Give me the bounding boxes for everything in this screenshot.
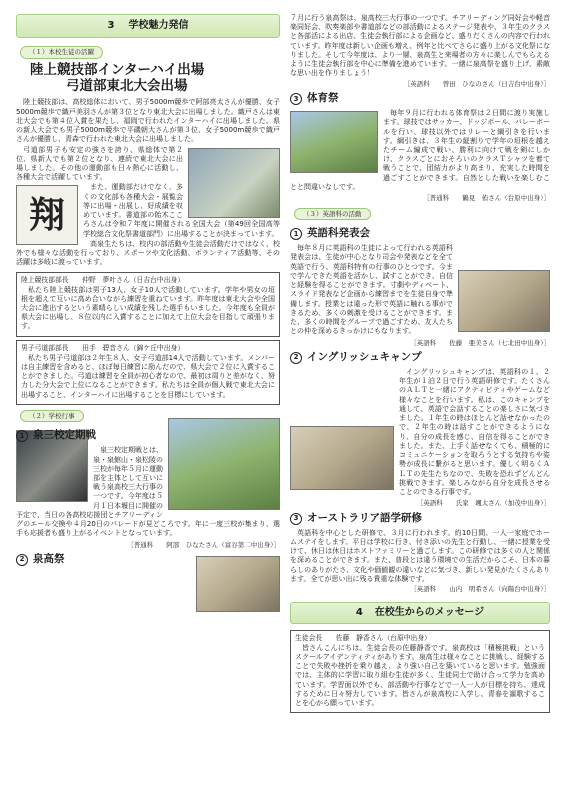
number-2-icon: 2 — [290, 352, 302, 364]
event-1-body: 泉三校定期戦とは、泉・泉館山・泉松陵の三校が毎年５月に運動部を主体として互いに戦う泉高校三大行事の一つです。今年度は５月１日本堰目に開催の予定で、当日の各高校応援団とチアリーディングのエール交換や４月20日のパレードが見どころです。年に一度三校が集まり、選手も応援者も盛り上がるイベントとなっています。 — [16, 446, 280, 538]
english-1-body: 毎年８月に英語科の生徒によって行われる英語科発表会は、生徒が中心となり司会や発表などを全て英語で行う、英語科特有の行事のひとつです。今まで学んできた英語を活かし、試すことができ、自信と経験を得ることができます。寸劇やディベート、スライド発表など企画から練習までを生徒自身で準備します。授業とは違った形で英語に触れる事ができるため、多くの刺激を受けることができます。また、多くの時間をグループで過ごすため、友人たちとの仲を深めるきっかけにもなります。 — [290, 244, 453, 336]
president-message-head: 生徒会長 佐藤 静香さん（台原中出身） — [295, 633, 431, 642]
english-2-body: イングリッシュキャンプは、英語科の１、２年生が１泊２日で行う英語研修です。たくさんのＡＬＴと一緒にアクティビティやゲームなど様々なことを行います。私は、このキャンプを通して、英語で会話することの楽しさに気づきました。１年生の時はほとんど話せなかったので、２年生の時は話すことができるようになり、自分の成長を感じ、自信を得ることができました。また、上手く話せなくても、積極的にコミュニケーションを取ろうとする気持ちや姿勢が成長に繋がると思います。優しく明るくＡＬＴの先生たちなので、失敗を恐れずどんどん挑戦できます。楽しみながら自分を成長させることのできる行事です。 — [399, 367, 550, 497]
english-1-title — [290, 227, 550, 241]
number-1-icon: 1 — [16, 430, 28, 442]
section-title: 学校魅力発信 — [128, 20, 189, 32]
english-3-title-text: オーストラリア語学研修 — [307, 511, 422, 524]
section-number: 3 — [107, 20, 115, 32]
number-3-icon: 3 — [290, 93, 302, 105]
number-1-icon: 1 — [290, 228, 302, 240]
english-2-byline: ［英語科 氏家 颯太さん（加茂中出身）］ — [416, 499, 550, 508]
event-1-byline: ［普通科 阿部 ひなたさん（富谷第二中出身）］ — [127, 540, 280, 549]
event-3-body: 毎年９月に行われる体育祭は２日間に渡り実施します。球技ではサッカー、ドッジボール、バレーボールを行い、球技以外ではリレーと綱引きを行います。綱引きは、３年生の縦割りで学年の垣根を越えたチーム編成で戦い、勝利に向けて戦を剣にしかけ、クラスごとにおそろいのクラスＴシャツを着て戦うことで、団結力がより高まり、充実した時間を過ごすことができます。自然とした戦いを楽しむことと問違いなしです。 — [290, 109, 550, 191]
event-3-title-text: 体育祭 — [307, 92, 339, 105]
english-3-title — [290, 512, 550, 526]
right-column — [290, 14, 550, 716]
track-club-comment-body: 私たち陸上競技部は男子13人、女子10人で活動しています。学年や男女の垣根を超えて互いに高め合いながら練習を重ねています。昨年度は東北大会や全国大会に進出するという素晴らしい成績を残した選手もいました。今年度も全員が県大会に出場し、８位以内に入賞することに加えて上位大会を目指して頑張ります。 — [21, 285, 275, 331]
event-3-byline: ［普通科 鶴見 侑さん（台原中出身）］ — [423, 194, 550, 203]
event-3-title — [290, 92, 550, 106]
calligraphy-image — [16, 185, 78, 245]
archery-club-comment-body: 私たち男子弓道部は２年生８人、女子弓道部14人で活動しています。メンバーは自主練習を含めると、ほぼ毎日練習に励んだので、県大会で２位に入賞することができました。弓道は練習を全員が初心者なので、最初は周りと差がなく、努力した分大会で上位になることができます。私たちは全員が個人戦で東北大会に出場すること、インターハイに出場することを目標にしています。 — [21, 353, 275, 399]
archery-club-comment-head: 男子弓道部部長 田手 碧音さん（錦ケ丘中出身） — [21, 343, 185, 352]
left-column — [16, 14, 280, 614]
festival-photo — [196, 556, 280, 612]
club-headline — [16, 62, 280, 96]
club-paragraph-4: 高泉生たちは、校内の部活動や生徒会活動だけではなく、校外でも様々な活動を行っており、スポーツや文化活動、ボランティア活動等、その活躍は多岐に渡っています。 — [16, 239, 280, 267]
president-message-body: 皆さんこんにちは。生徒会長の佐藤静香です。泉高校は「積極挑戦」というスクールアイデンティティがあります。泉高生は様々なことに挑戦し、経験することで失敗や挫折を乗り越え、より強い自己を築いていると思います。勉強面では、主体的に学習に取り組む生徒が多く、生徒同士で助け合って学力を高めています。学習面以外でも、部活動や行事などで一人一人が目標を持ち、達成するために日々努力しています。皆さんが泉高校に入学し、青春を謳歌することを心から願っています。 — [295, 643, 545, 708]
message-section-number: 4 — [355, 607, 363, 619]
archery-photo — [188, 148, 280, 218]
english-1-byline: ［英語科 佐藤 亜美さん（七北田中出身）］ — [410, 338, 550, 347]
message-banner — [290, 602, 550, 624]
archery-club-comment-box — [16, 340, 280, 405]
number-2-icon: 2 — [16, 554, 28, 566]
message-section-title: 在校生からのメッセージ — [374, 607, 485, 619]
english-2-title-text: イングリッシュキャンプ — [307, 351, 422, 364]
event-2-body: ７月に行う泉高祭は、泉高校三大行事の一つです。チアリーディング同好会や軽音楽同好会、吹奏楽部や書道部などの部活動によるステージ発表や、３年生のクラスと各部活による出店、生徒会執行部による企画など、盛りだくさんの内容で行われています。昨年度は新しい企画も増え、例年と比べてさらに盛り上がる文化祭になりました。そして今年度は、より一層、泉高生と来場者の方々に楽しんでもらえるように生徒会執行部を中心に準備を進めています。一緒に泉高祭を盛り上げ、素敵な思い出を作りましょう！ — [290, 14, 550, 78]
presentation-photo — [458, 270, 550, 332]
english-3-body: 英語科を中心とした研修で、３月に行われます。約10日間、一人一家庭でホームステイをします。平日は学校に行き、付き添いの先生と行動し、一緒に授業を受けて、休日は休日はホストファミリーと過ごします。この研修では多くの人と関係を深めることができます。また、普段とは違う環境での生活だからこそ、日本の暮らしのありがたさ、文化や価値観の違いなどに気づき、新しい発見がたくさんあります。全てが思い出に残る貴重な体験です。 — [290, 528, 550, 583]
track-club-comment-box — [16, 272, 280, 337]
event-1-title-text: 泉三校定期戦 — [33, 429, 96, 442]
track-club-comment-head: 陸上競技部部長 仲野 夢叶さん（日吉台中出身） — [21, 275, 185, 284]
sports-day-photo — [290, 111, 378, 173]
english-2-title — [290, 351, 550, 365]
cheerleading-photo — [168, 418, 280, 510]
calligraphy-character: 翔 — [28, 193, 65, 236]
english-1-title-text: 英語科発表会 — [307, 227, 370, 240]
club-paragraph-1: 陸上競技部は、高校総体において、男子5000m競歩で阿部亮太さんが優勝、女子5000m競歩で織戸美羽さんが第３位となり東北大会に出場しました。織戸さんは東北大会でも第４位入賞を果たし、福岡で行われたインターハイに出場しました。県の新人大会でも男子5000m競歩で平磯朝大さんが第３位、女子5000m競歩で織戸さんが優勝し、青森で行われた東北大会に出場しました。 — [16, 98, 280, 144]
english-camp-photo — [290, 426, 394, 490]
club-paragraph-3: また、運動部だけでなく、多くの文化部も各種大会・展覧会等に出場・出展し、好成績を収めています。書道部の飴木こころさんは令和７年度に開催される全国大会（第49回全国高等学校総合文化祭書道部門）に出場することが決まっています。 — [83, 183, 280, 238]
headline-line-1: 陸上競技部インターハイ出場 — [30, 61, 205, 78]
club-tag: （１）本校生徒の活躍 — [20, 46, 103, 59]
president-message-box — [290, 630, 550, 714]
section-banner — [16, 14, 280, 38]
events-tag: （２）学校行事 — [20, 410, 84, 423]
headline-line-2: 弓道部東北大会出場 — [66, 78, 188, 95]
event-2-byline: ［英語科 曽田 ひなのさん（日吉台中出身）］ — [403, 79, 550, 88]
event-2-title-text: 泉高祭 — [33, 553, 65, 566]
english-tag: （３）英語科の活動 — [294, 208, 371, 221]
club-paragraph-2: 弓道部男子も安定の強さを誇り、県総体で第２位、県新人でも第２位となり、連続で東北大会に出場しました。その他の運動部も日々熱心に活動し、各種大会で活躍しています。 — [16, 145, 183, 182]
english-3-byline: ［英語科 山内 明希さん（向陽台中出身）］ — [410, 585, 550, 594]
number-3-icon: 3 — [290, 513, 302, 525]
